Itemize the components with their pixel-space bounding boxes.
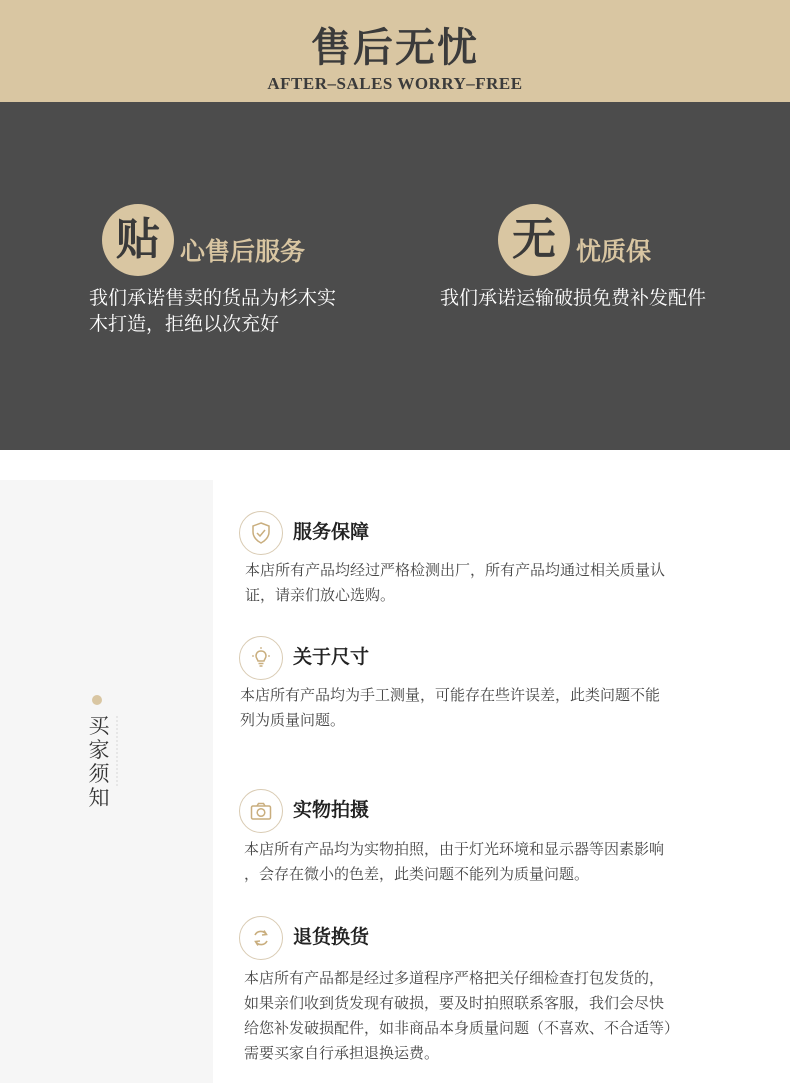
notice-item-desc	[244, 966, 724, 1066]
promise-desc	[89, 285, 379, 337]
promise-desc-line: 我们承诺售卖的货品为杉木实	[89, 287, 337, 309]
exchange-icon	[239, 916, 283, 960]
notice-item-title: 关于尺寸	[293, 646, 370, 668]
promise-char-badge: 贴	[102, 204, 174, 276]
notice-item-title: 退货换货	[293, 926, 370, 948]
notice-desc-line: 本店所有产品都是经过多道程序严格把关仔细检查打包发货的，	[244, 969, 665, 987]
notice-item-desc	[245, 558, 705, 608]
notice-desc-line: 如果亲们收到货发现有破损，要及时拍照联系客服，我们会尽快	[244, 994, 665, 1012]
page-subtitle: AFTER–SALES WORRY–FREE	[267, 74, 523, 93]
notice-desc-line: ，会存在微小的色差，此类问题不能列为质量问题。	[244, 865, 590, 883]
notice-desc-line: 需要买家自行承担退换运费。	[244, 1044, 440, 1062]
header-banner	[0, 0, 790, 102]
promise-title: 忧质保	[576, 237, 652, 266]
decorative-line	[116, 716, 128, 786]
promise-section	[0, 102, 790, 450]
notice-desc-line: 证，请亲们放心选购。	[245, 586, 396, 604]
notice-desc-line: 本店所有产品均经过严格检测出厂，所有产品均通过相关质量认	[245, 561, 666, 579]
notice-item-desc	[244, 837, 704, 887]
promise-title: 心售后服务	[180, 237, 306, 266]
promise-desc-line: 木打造，拒绝以次充好	[89, 313, 280, 335]
promise-desc	[440, 285, 760, 311]
notice-item-title: 服务保障	[293, 521, 370, 543]
lightbulb-icon	[239, 636, 283, 680]
notice-item-title: 实物拍摄	[293, 799, 370, 821]
notice-item-desc	[240, 683, 700, 733]
notice-desc-line: 给您补发破损配件，如非商品本身质量问题（不喜欢、不合适等）	[244, 1019, 680, 1037]
camera-icon	[239, 789, 283, 833]
notice-desc-line: 本店所有产品均为手工测量，可能存在些许误差，此类问题不能	[240, 686, 661, 704]
promise-char-badge: 无	[498, 204, 570, 276]
notice-heading: 买家须知	[88, 714, 110, 810]
promise-desc-line: 我们承诺运输破损免费补发配件	[440, 287, 707, 309]
notice-desc-line: 本店所有产品均为实物拍照，由于灯光环境和显示器等因素影响	[244, 840, 665, 858]
page-title: 售后无忧	[311, 24, 479, 71]
bullet-dot	[92, 695, 102, 705]
notice-desc-line: 列为质量问题。	[240, 711, 346, 729]
shield-check-icon	[239, 511, 283, 555]
